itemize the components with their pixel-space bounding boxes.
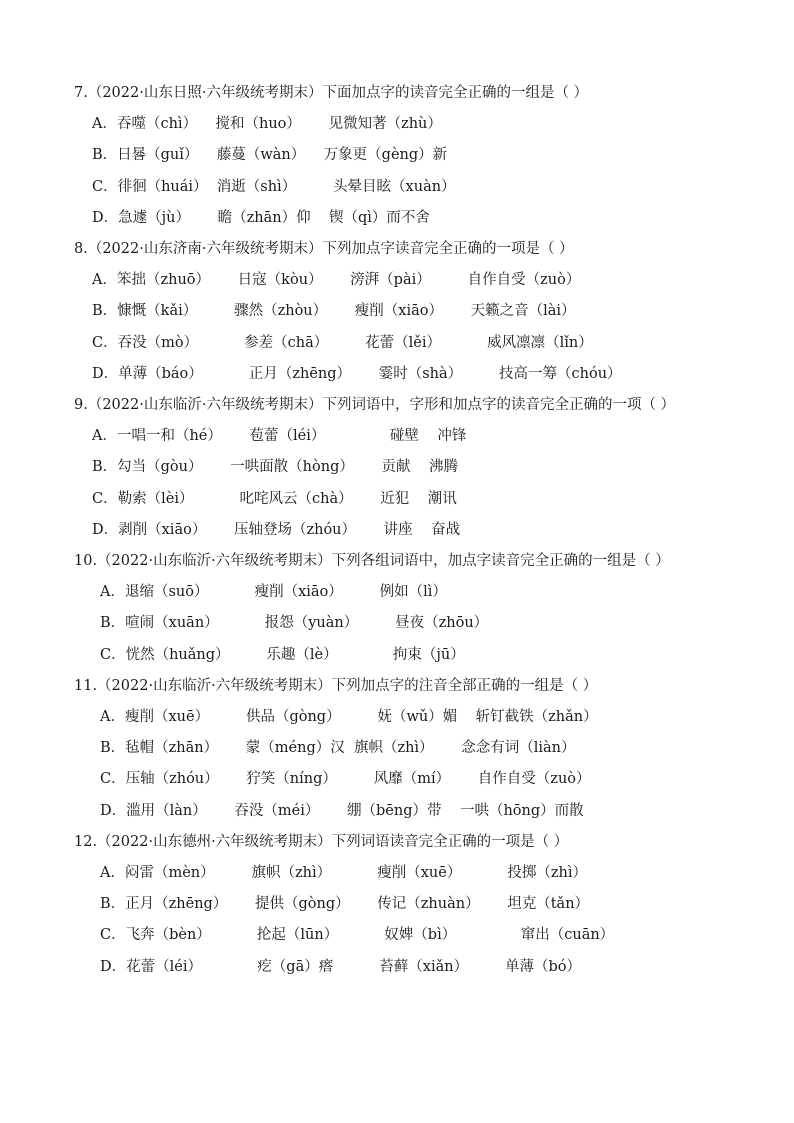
option-c: C．勒索（lèi） 叱咤风云（chà） 近犯 潮讯 <box>92 490 457 507</box>
option-list <box>74 858 724 983</box>
option-b: B．慷慨（kǎi） 骤然（zhòu） 瘦削（xiāo） 天籁之音（lài） <box>92 303 576 320</box>
option-a: A．笨拙（zhuō） 日寇（kòu） 滂湃（pài） 自作自受（zuò） <box>92 272 581 289</box>
question-11 <box>74 671 724 827</box>
question-stem: 11.（2022·山东临沂·六年级统考期末）下列加点字的注音全部正确的一组是（ ） <box>74 677 598 694</box>
option-c: C．吞没（mò） 参差（chā） 花蕾（lěi） 威风凛凛（lǐn） <box>92 334 593 351</box>
option-a: A．一唱一和（hé） 苞蕾（léi） 碰壁 冲锋 <box>92 428 467 445</box>
question-stem: 9.（2022·山东临沂·六年级统考期末）下列词语中，字形和加点字的读音完全正确的一项（ ） <box>74 397 676 414</box>
option-b: B．毡帽（zhān） 蒙（méng）汉 旗帜（zhì） 念念有词（liàn） <box>100 740 576 757</box>
option-list <box>74 702 724 827</box>
option-c: C．徘徊（huái） 消逝（shì） 头晕目眩（xuàn） <box>92 178 456 195</box>
option-d: D．急遽（jù） 瞻（zhān）仰 锲（qì）而不舍 <box>92 209 430 226</box>
question-stem: 7.（2022·山东日照·六年级统考期末）下面加点字的读音完全正确的一组是（ ） <box>74 85 589 101</box>
question-8 <box>74 234 724 390</box>
option-d: D．剥削（xiāo） 压轴登场（zhóu） 讲座 奋战 <box>92 521 461 538</box>
question-10 <box>74 546 724 671</box>
option-a: A．瘦削（xuē） 供品（gòng） 妩（wǔ）媚 斩钉截铁（zhǎn） <box>100 709 598 726</box>
question-stem: 10.（2022·山东临沂·六年级统考期末）下列各组词语中，加点字读音完全正确的一组是（ ） <box>74 553 670 570</box>
option-a: A．吞噬（chì） 搅和（huo） 见微知著（zhù） <box>92 116 442 133</box>
option-list <box>74 421 724 546</box>
option-d: D．花蕾（léi） 疙（gā）瘩 苔藓（xiǎn） 单薄（bó） <box>100 958 581 975</box>
question-list <box>74 78 724 983</box>
option-c: C．压轴（zhóu） 狞笑（níng） 风靡（mí） 自作自受（zuò） <box>100 771 591 788</box>
option-list <box>74 577 724 671</box>
question-7 <box>74 78 724 234</box>
question-stem: 8.（2022·山东济南·六年级统考期末）下列加点字读音完全正确的一项是（ ） <box>74 241 574 258</box>
option-b: B．喧闹（xuān） 报怨（yuàn） 昼夜（zhōu） <box>100 615 489 632</box>
option-d: D．单薄（báo） 正月（zhēng） 霎时（shà） 技高一筹（chóu） <box>92 365 622 382</box>
option-list <box>74 109 724 234</box>
option-b: B．正月（zhēng） 提供（gòng） 传记（zhuàn） 坦克（tǎn） <box>100 896 590 913</box>
option-a: A．退缩（suō） 瘦削（xiāo） 例如（lì） <box>100 584 447 601</box>
question-9 <box>74 390 724 546</box>
option-list <box>74 265 724 390</box>
option-a: A．闷雷（mèn） 旗帜（zhì） 瘦削（xuē） 投掷（zhì） <box>100 865 588 882</box>
question-12 <box>74 827 724 983</box>
question-stem: 12.（2022·山东德州·六年级统考期末）下列词语读音完全正确的一项是（ ） <box>74 833 569 850</box>
option-c: C．恍然（huǎng） 乐趣（lè） 拘束（jū） <box>100 646 465 663</box>
option-b: B．日晷（guǐ） 藤蔓（wàn） 万象更（gèng）新 <box>92 147 448 164</box>
option-c: C．飞奔（bèn） 抡起（lūn） 奴婢（bì） 窜出（cuān） <box>100 927 615 944</box>
option-b: B．勾当（gòu） 一哄面散（hòng） 贡献 沸腾 <box>92 459 458 476</box>
option-d: D．滥用（làn） 吞没（méi） 绷（bēng）带 一哄（hōng）而散 <box>100 802 584 819</box>
